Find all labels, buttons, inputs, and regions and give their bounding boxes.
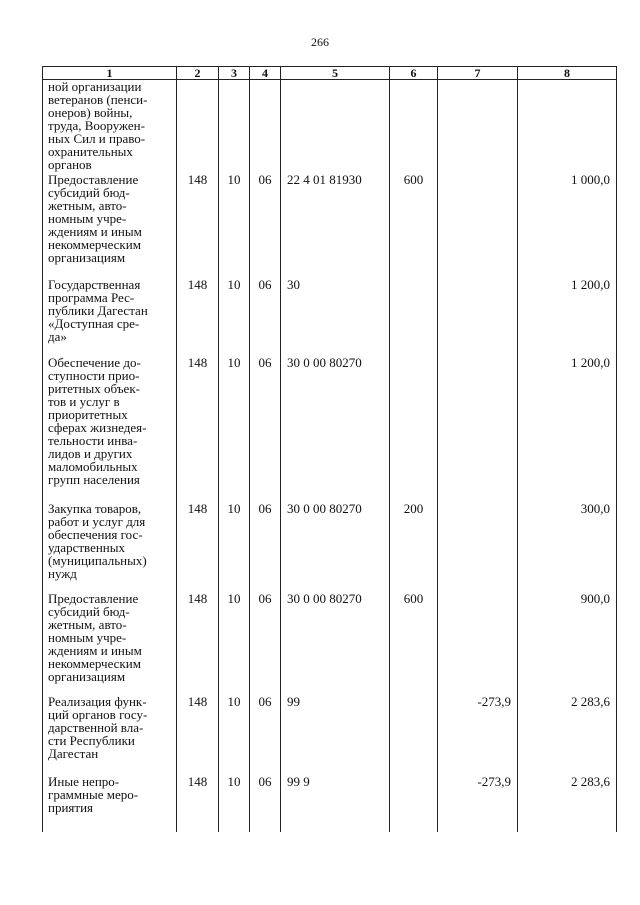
column-header-4: 4 (250, 67, 281, 80)
cell-col6: 600 (390, 592, 438, 695)
cell-col7 (438, 278, 518, 356)
row-name: Предоставление субсидий бюд- жетным, авто- номным учре- ждениям и иным некоммерческим организациям (43, 173, 177, 278)
cell-col8: 1 200,0 (518, 356, 617, 502)
cell-col3: 10 (219, 775, 250, 833)
cell-col3: 10 (219, 278, 250, 356)
cell-col3: 10 (219, 592, 250, 695)
cell-col3: 10 (219, 695, 250, 775)
cell-col2: 148 (177, 278, 219, 356)
cell-col2: 148 (177, 502, 219, 592)
table-row (43, 278, 617, 356)
cell-col3 (219, 80, 250, 173)
cell-col8 (518, 80, 617, 173)
cell-col8: 300,0 (518, 502, 617, 592)
cell-col2: 148 (177, 356, 219, 502)
cell-col8: 1 000,0 (518, 173, 617, 278)
cell-col6 (390, 775, 438, 833)
column-header-1: 1 (43, 67, 177, 80)
column-header-3: 3 (219, 67, 250, 80)
cell-col4: 06 (250, 502, 281, 592)
cell-col5: 30 0 00 80270 (281, 502, 390, 592)
cell-col3: 10 (219, 173, 250, 278)
table-row (43, 80, 617, 173)
cell-col5: 99 9 (281, 775, 390, 833)
cell-col7: -273,9 (438, 695, 518, 775)
row-name: ной организации ветеранов (пенси- онеров) войны, труда, Вооружен- ных Сил и право- охранительных органов (43, 80, 177, 173)
cell-col2: 148 (177, 695, 219, 775)
cell-col6: 600 (390, 173, 438, 278)
cell-col8: 2 283,6 (518, 775, 617, 833)
cell-col5: 30 0 00 80270 (281, 592, 390, 695)
row-name: Закупка товаров, работ и услуг для обеспечения гос- ударственных (муниципальных) нужд (43, 502, 177, 592)
cell-col7: -273,9 (438, 775, 518, 833)
cell-col4: 06 (250, 695, 281, 775)
budget-table-container (42, 66, 616, 832)
cell-col8: 900,0 (518, 592, 617, 695)
cell-col7 (438, 502, 518, 592)
cell-col5: 30 0 00 80270 (281, 356, 390, 502)
cell-col5: 22 4 01 81930 (281, 173, 390, 278)
page-number: 266 (311, 35, 329, 49)
table-row (43, 695, 617, 775)
cell-col5: 99 (281, 695, 390, 775)
row-name: Обеспечение до- ступности прио- ритетных объек- тов и услуг в приоритетных сферах жизнедея- тельности инва- лидов и других маломобильных групп населения (43, 356, 177, 502)
cell-col7 (438, 592, 518, 695)
cell-col4 (250, 80, 281, 173)
cell-col8: 1 200,0 (518, 278, 617, 356)
cell-col3: 10 (219, 356, 250, 502)
cell-col5 (281, 80, 390, 173)
cell-col6: 200 (390, 502, 438, 592)
cell-col7 (438, 80, 518, 173)
cell-col2: 148 (177, 173, 219, 278)
row-name: Реализация функ- ций органов госу- дарственной вла- сти Республики Дагестан (43, 695, 177, 775)
cell-col6 (390, 278, 438, 356)
cell-col4: 06 (250, 173, 281, 278)
table-row (43, 502, 617, 592)
column-header-6: 6 (390, 67, 438, 80)
header-row (43, 67, 617, 80)
cell-col2 (177, 80, 219, 173)
table-row (43, 775, 617, 833)
cell-col7 (438, 173, 518, 278)
table-row (43, 173, 617, 278)
table-row (43, 592, 617, 695)
column-header-2: 2 (177, 67, 219, 80)
cell-col6 (390, 80, 438, 173)
column-header-5: 5 (281, 67, 390, 80)
cell-col4: 06 (250, 278, 281, 356)
cell-col4: 06 (250, 775, 281, 833)
cell-col7 (438, 356, 518, 502)
cell-col6 (390, 695, 438, 775)
cell-col2: 148 (177, 592, 219, 695)
budget-table (42, 66, 617, 832)
cell-col4: 06 (250, 592, 281, 695)
cell-col5: 30 (281, 278, 390, 356)
cell-col6 (390, 356, 438, 502)
cell-col3: 10 (219, 502, 250, 592)
table-row (43, 356, 617, 502)
column-header-8: 8 (518, 67, 617, 80)
row-name: Предоставление субсидий бюд- жетным, авто- номным учре- ждениям и иным некоммерческим организациям (43, 592, 177, 695)
cell-col4: 06 (250, 356, 281, 502)
row-name: Государственная программа Рес- публики Дагестан «Доступная сре- да» (43, 278, 177, 356)
row-name: Иные непро- граммные меро- приятия (43, 775, 177, 833)
cell-col8: 2 283,6 (518, 695, 617, 775)
column-header-7: 7 (438, 67, 518, 80)
cell-col2: 148 (177, 775, 219, 833)
